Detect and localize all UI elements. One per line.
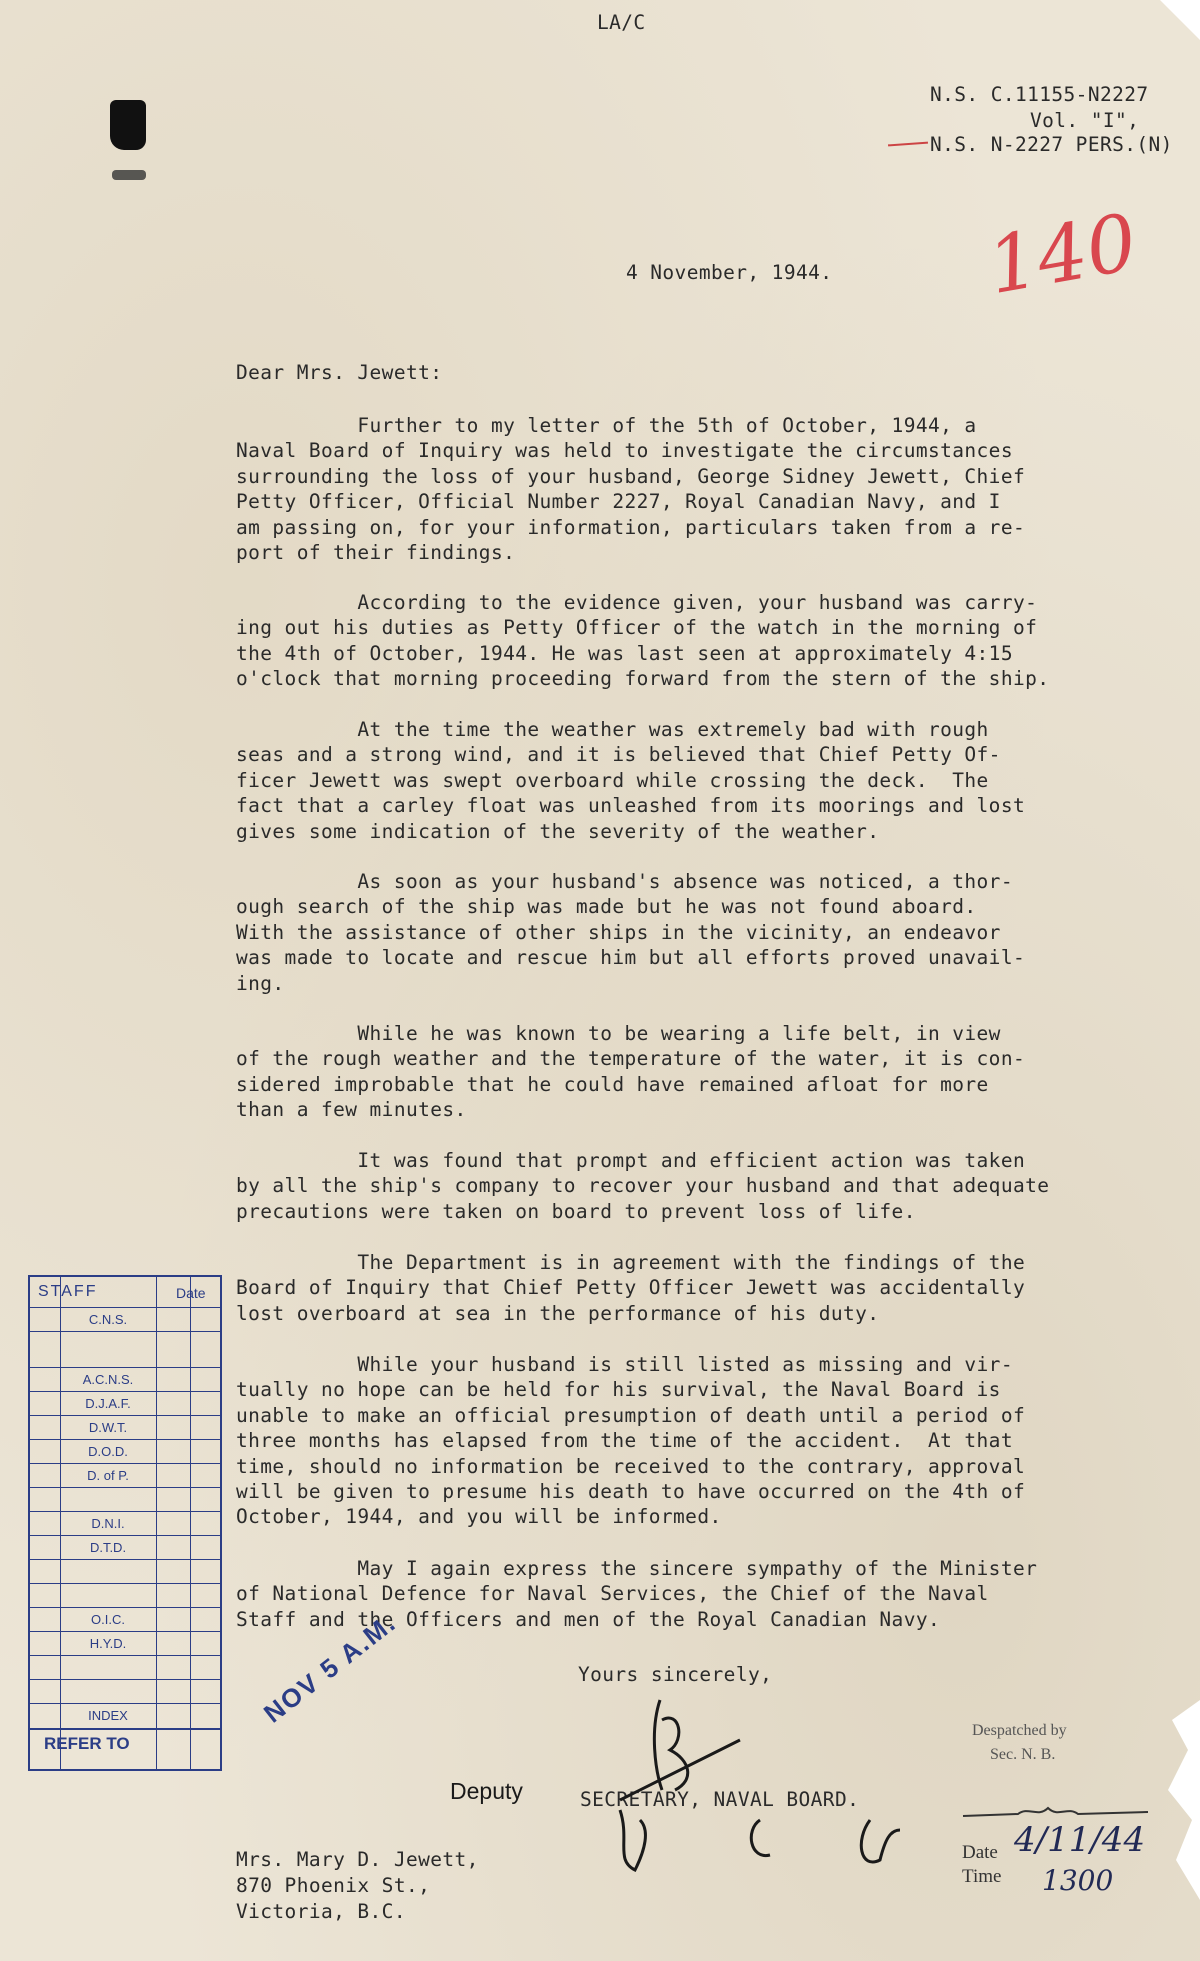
staff-row xyxy=(30,1631,220,1656)
staff-row xyxy=(30,1583,220,1608)
staff-row-label: D.N.I. xyxy=(91,1516,125,1531)
staff-row-label: D.T.D. xyxy=(89,1540,127,1555)
folio-number: 140 xyxy=(981,197,1144,313)
file-number-line-3: N.S. N-2227 PERS.(N) xyxy=(930,133,1173,156)
staff-row xyxy=(30,1331,220,1356)
staff-row xyxy=(30,1655,220,1680)
despatch-stamp-line1: Despatched by xyxy=(972,1722,1067,1739)
staff-row-label: C.N.S. xyxy=(88,1312,128,1327)
recipient-name: Mrs. Mary D. Jewett, xyxy=(236,1848,479,1871)
staff-row xyxy=(30,1463,220,1488)
salutation: Dear Mrs. Jewett: xyxy=(236,361,443,384)
top-code: LA/C xyxy=(597,11,646,34)
signature xyxy=(600,1690,750,1810)
paragraph-5: While he was known to be wearing a life belt, in view of the rough weather and the temperature of the water, it is con- sidered improbable that he could have remained afloat for more than a few minutes. xyxy=(236,1022,1026,1122)
staff-row-label: D. of P. xyxy=(87,1468,129,1483)
paragraph-3: At the time the weather was extremely bad with rough seas and a strong wind, and it is believed that Chief Petty Of- ficer Jewett was swept overboard while crossing the deck. The fact that a carley float was unleashed from its moorings and lost gives some indication of the severity of the weather. xyxy=(236,718,1026,843)
staff-row-label: H.Y.D. xyxy=(89,1636,127,1651)
staff-routing-stamp xyxy=(28,1275,222,1771)
closing: Yours sincerely, xyxy=(578,1663,773,1686)
paragraph-1: Further to my letter of the 5th of October, 1944, a Naval Board of Inquiry was held to investigate the circumstances surrounding the loss of your husband, George Sidney Jewett, Chief Petty Officer, Official Number 2227, Royal Canadian Navy, and I am passing on, for your information, particulars taken from a re- port of their findings. xyxy=(236,414,1026,565)
staff-row xyxy=(30,1679,220,1704)
staff-row xyxy=(30,1511,220,1536)
staff-row xyxy=(30,1487,220,1512)
staff-row-label: D.O.D. xyxy=(88,1444,128,1459)
page-corner xyxy=(1160,0,1200,40)
staff-row xyxy=(30,1703,220,1730)
letter-date: 4 November, 1944. xyxy=(626,261,833,284)
staff-row xyxy=(30,1391,220,1416)
punch-hole-mark xyxy=(112,170,146,180)
staff-row-label: D.J.A.F. xyxy=(85,1396,131,1411)
received-date-stamp: NOV 5 A.M. xyxy=(258,1607,402,1729)
punch-hole xyxy=(110,100,146,150)
despatch-stamp-line2: Sec. N. B. xyxy=(990,1746,1056,1763)
stamp-date-header: Date xyxy=(176,1285,206,1301)
paragraph-7: The Department is in agreement with the findings of the Board of Inquiry that Chief Petty Officer Jewett was accidentally lost overboard at sea in the performance of his duty. xyxy=(236,1251,1026,1325)
staff-row xyxy=(30,1307,220,1332)
staff-row xyxy=(30,1415,220,1440)
staff-row xyxy=(30,1439,220,1464)
stamp-staff-header: STAFF xyxy=(38,1283,98,1300)
staff-row-label: A.C.N.S. xyxy=(82,1372,134,1387)
red-strike-mark xyxy=(888,142,928,147)
staff-row xyxy=(30,1367,220,1392)
file-number-line-1: N.S. C.11155-N2227 xyxy=(930,83,1149,106)
despatch-date-label: Date xyxy=(962,1842,998,1863)
recipient-city: Victoria, B.C. xyxy=(236,1900,406,1923)
paragraph-2: According to the evidence given, your husband was carry- ing out his duties as Petty Officer of the watch in the morning of the 4th of October, 1944. He was last seen at approximately 4:15 o'clock that morning proceeding forward from the stern of the ship. xyxy=(236,591,1050,691)
staff-row-label: O.I.C. xyxy=(91,1612,125,1627)
signer-title: SECRETARY, NAVAL BOARD. xyxy=(580,1788,860,1811)
despatch-date-value: 4/11/44 xyxy=(1014,1820,1146,1860)
staff-row-label: INDEX xyxy=(88,1708,128,1723)
staff-row xyxy=(30,1535,220,1560)
staff-row xyxy=(30,1559,220,1584)
stamp-refer-to: REFER TO xyxy=(44,1734,130,1753)
recipient-street: 870 Phoenix St., xyxy=(236,1874,431,1897)
torn-edge xyxy=(1160,1700,1200,1900)
despatch-time-label: Time xyxy=(962,1866,1002,1887)
paragraph-6: It was found that prompt and efficient action was taken by all the ship's company to recover your husband and that adequate precautions were taken on board to prevent loss of life. xyxy=(236,1149,1050,1223)
signer-prefix: Deputy xyxy=(450,1778,523,1804)
despatch-time-value: 1300 xyxy=(1042,1864,1114,1897)
paragraph-8: While your husband is still listed as missing and vir- tually no hope can be held for his survival, the Naval Board is unable to make an official presumption of death until a period of three months has elapsed from the time of the accident. At that time, should no information be received to the contrary, approval will be given to presume his death to have occurred on the 4th of October, 1944, and you will be informed. xyxy=(236,1353,1026,1529)
paragraph-9: May I again express the sincere sympathy of the Minister of National Defence for Naval Services, the Chief of the Naval Staff and the Officers and men of the Royal Canadian Navy. xyxy=(236,1557,1038,1631)
staff-row xyxy=(30,1607,220,1632)
staff-row-label: D.W.T. xyxy=(88,1420,128,1435)
paragraph-4: As soon as your husband's absence was noticed, a thor- ough search of the ship was made but he was not found aboard. With the assistance of other ships in the vicinity, an endeavor was made to locate and rescue him but all efforts proved unavail- ing. xyxy=(236,870,1026,995)
initials xyxy=(610,1800,910,1880)
file-number-line-2: Vol. "I", xyxy=(1030,109,1140,132)
